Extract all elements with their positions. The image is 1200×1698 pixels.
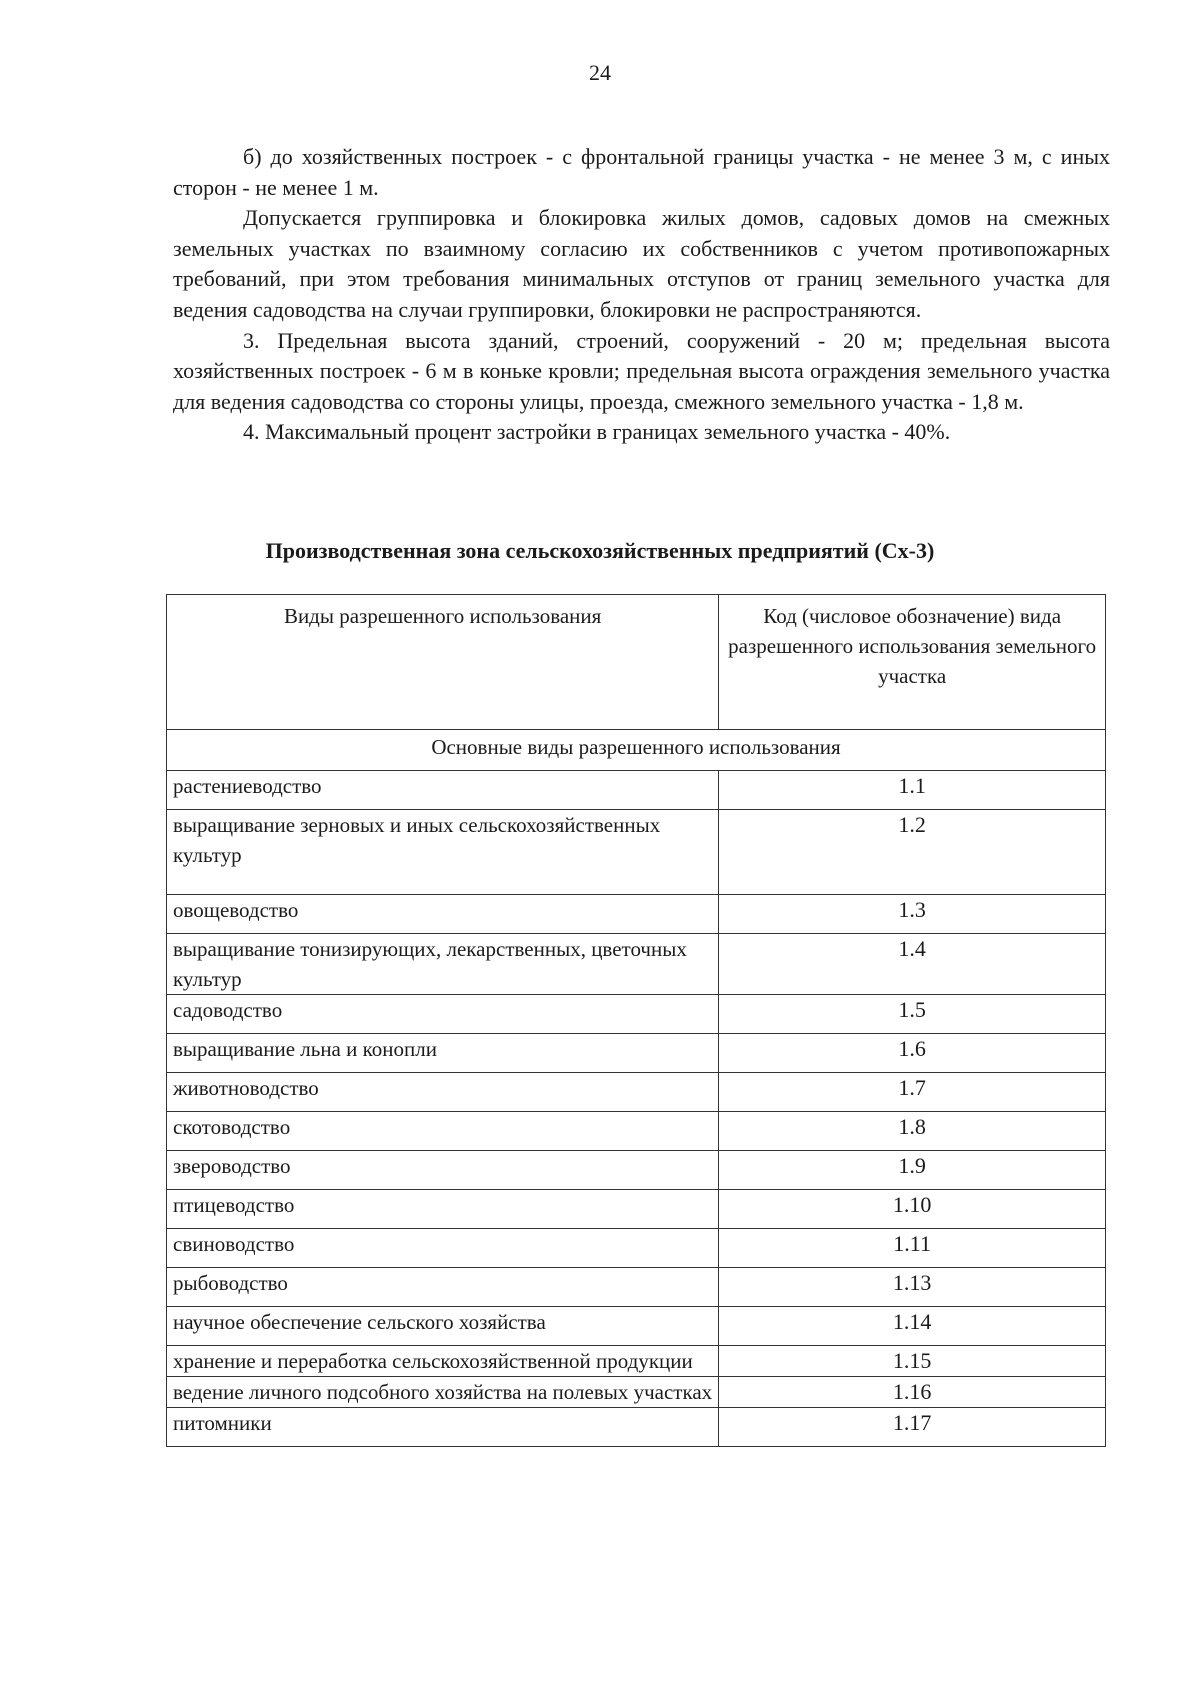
row-code: 1.15 bbox=[719, 1346, 1106, 1377]
row-name: хранение и переработка сельскохозяйственной продукции bbox=[167, 1346, 719, 1377]
row-name: ведение личного подсобного хозяйства на полевых участках bbox=[167, 1377, 719, 1408]
header-name: Виды разрешенного использования bbox=[167, 595, 719, 730]
paragraph: Допускается группировка и блокировка жилых домов, садовых домов на смежных земельных участках по взаимному согласию их собственников с учетом противопожарных требований, при этом требования минимальных отступов от границ земельного участка для ведения садоводства на случаи группировки, блокировки не распространяются. bbox=[173, 205, 1110, 322]
table-row bbox=[167, 1034, 1106, 1073]
row-code: 1.13 bbox=[719, 1268, 1106, 1307]
row-name: выращивание зерновых и иных сельскохозяйственных культур bbox=[167, 810, 719, 895]
paragraph: б) до хозяйственных построек - с фронтальной границы участка - не менее 3 м, с иных сторон - не менее 1 м. bbox=[173, 144, 1110, 200]
row-code: 1.17 bbox=[719, 1408, 1106, 1447]
row-name: скотоводство bbox=[167, 1112, 719, 1151]
row-name: овощеводство bbox=[167, 895, 719, 934]
row-name: научное обеспечение сельского хозяйства bbox=[167, 1307, 719, 1346]
row-name: рыбоводство bbox=[167, 1268, 719, 1307]
table-row bbox=[167, 895, 1106, 934]
row-code: 1.4 bbox=[719, 934, 1106, 995]
row-code: 1.14 bbox=[719, 1307, 1106, 1346]
row-name: садоводство bbox=[167, 995, 719, 1034]
header-code: Код (числовое обозначение) вида разрешенного использования земельного участка bbox=[719, 595, 1106, 730]
table-row bbox=[167, 1377, 1106, 1408]
row-code: 1.1 bbox=[719, 771, 1106, 810]
row-code: 1.16 bbox=[719, 1377, 1106, 1408]
row-name: выращивание тонизирующих, лекарственных, цветочных культур bbox=[167, 934, 719, 995]
row-code: 1.10 bbox=[719, 1190, 1106, 1229]
row-code: 1.5 bbox=[719, 995, 1106, 1034]
table-row bbox=[167, 1408, 1106, 1447]
row-code: 1.11 bbox=[719, 1229, 1106, 1268]
table-row bbox=[167, 1190, 1106, 1229]
row-code: 1.3 bbox=[719, 895, 1106, 934]
table-row bbox=[167, 810, 1106, 895]
row-name: питомники bbox=[167, 1408, 719, 1447]
row-code: 1.9 bbox=[719, 1151, 1106, 1190]
group-label: Основные виды разрешенного использования bbox=[167, 730, 1106, 771]
table-row bbox=[167, 771, 1106, 810]
row-code: 1.8 bbox=[719, 1112, 1106, 1151]
row-code: 1.6 bbox=[719, 1034, 1106, 1073]
table-row bbox=[167, 934, 1106, 995]
table-header-row bbox=[167, 595, 1106, 730]
page-number: 24 bbox=[589, 60, 611, 85]
row-name: звероводство bbox=[167, 1151, 719, 1190]
row-name: птицеводство bbox=[167, 1190, 719, 1229]
row-name: растениеводство bbox=[167, 771, 719, 810]
row-name: свиноводство bbox=[167, 1229, 719, 1268]
paragraph: 4. Максимальный процент застройки в границах земельного участка - 40%. bbox=[243, 419, 951, 445]
permitted-use-table bbox=[166, 594, 1106, 1447]
row-name: выращивание льна и конопли bbox=[167, 1034, 719, 1073]
table-row bbox=[167, 995, 1106, 1034]
table-row bbox=[167, 1229, 1106, 1268]
section-title: Производственная зона сельскохозяйственных предприятий (Сх-3) bbox=[265, 538, 935, 563]
table-group-row bbox=[167, 730, 1106, 771]
row-code: 1.7 bbox=[719, 1073, 1106, 1112]
table-row bbox=[167, 1268, 1106, 1307]
table-row bbox=[167, 1307, 1106, 1346]
table-row bbox=[167, 1073, 1106, 1112]
paragraph: 3. Предельная высота зданий, строений, сооружений - 20 м; предельная высота хозяйственных построек - 6 м в коньке кровли; предельная высота ограждения земельного участка для ведения садоводства со стороны улицы, проезда, смежного земельного участка - 1,8 м. bbox=[173, 327, 1110, 414]
body-text bbox=[173, 142, 1110, 448]
table-row bbox=[167, 1112, 1106, 1151]
table-row bbox=[167, 1346, 1106, 1377]
table-row bbox=[167, 1151, 1106, 1190]
row-name: животноводство bbox=[167, 1073, 719, 1112]
row-code: 1.2 bbox=[719, 810, 1106, 895]
